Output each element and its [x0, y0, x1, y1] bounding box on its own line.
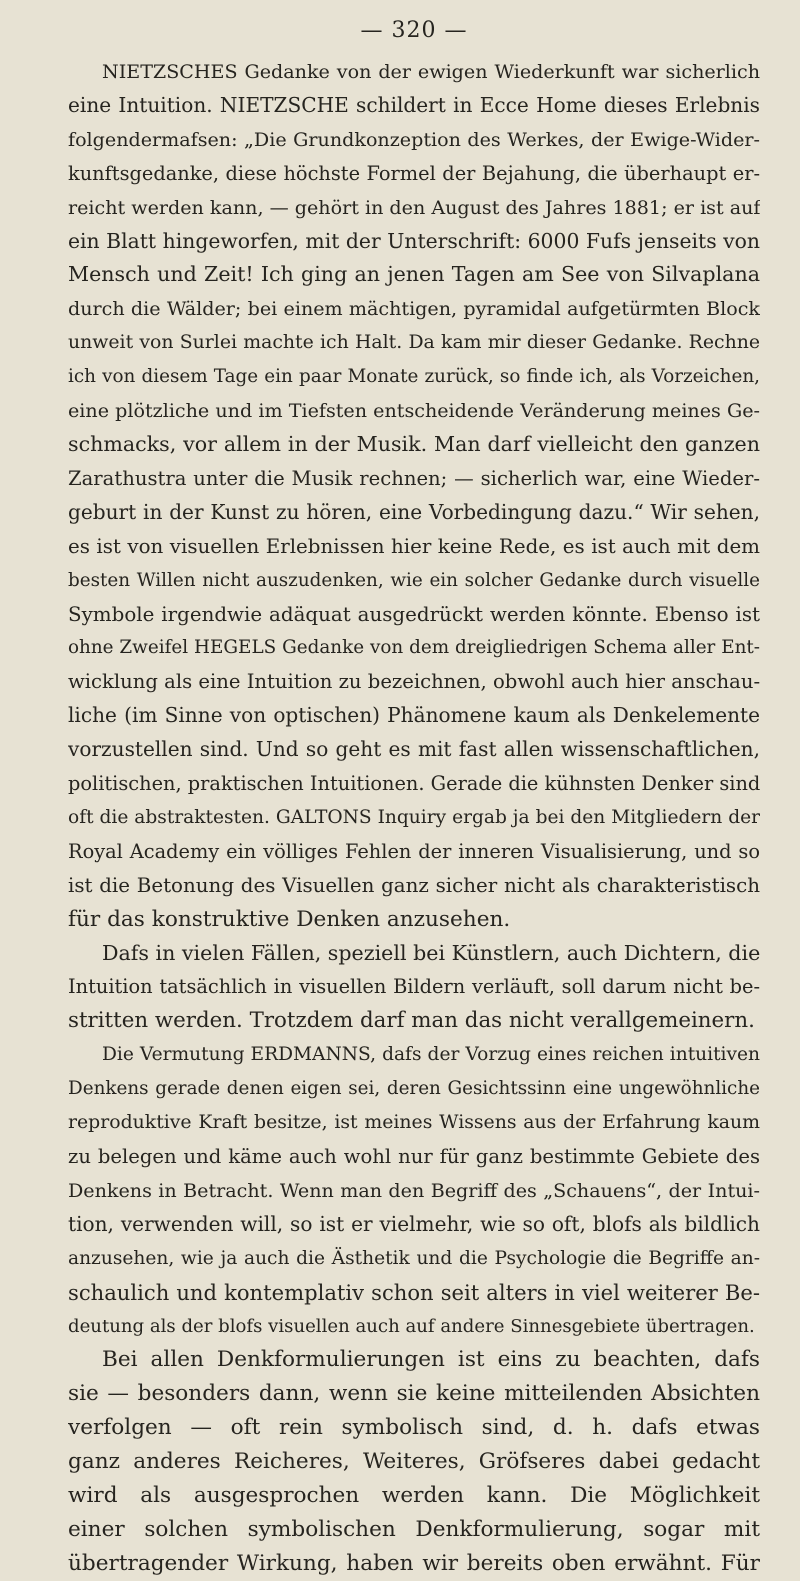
text-line: Mensch und Zeit! Ich ging an jenen Tagen am See von Silvaplana [68, 262, 760, 287]
text-line: geburt in der Kunst zu hören, eine Vorbedingung dazu.“ Wir sehen, [68, 499, 760, 524]
text-line: einer solchen symbolischen Denkformulierung, sogar mit [68, 1516, 760, 1542]
text-line: reicht werden kann, — gehört in den August des Jahres 1881; er ist auf [68, 195, 760, 219]
text-line: Denkens in Betracht. Wenn man den Begriff des „Schauens“, der Intui- [68, 1178, 760, 1202]
text-line: Zarathustra unter die Musik rechnen; — sicherlich war, eine Wieder- [68, 466, 760, 490]
text-line: Die Vermutung ERDMANNS, dafs der Vorzug eines reichen intuitiven [102, 1044, 760, 1066]
text-line: ganz anderes Reicheres, Weiteres, Gröfseres dabei gedacht [68, 1449, 760, 1475]
text-line: übertragender Wirkung, haben wir bereits oben erwähnt. Für [68, 1550, 760, 1576]
text-line: unweit von Surlei machte ich Halt. Da kam mir dieser Gedanke. Rechne [68, 332, 760, 354]
text-line: ohne Zweifel HEGELS Gedanke von dem dreigliedrigen Schema aller Ent- [68, 637, 760, 659]
text-line: Dafs in vielen Fällen, speziell bei Künstlern, auch Dichtern, die [102, 940, 760, 965]
text-line: oft die abstraktesten. GALTONS Inquiry ergab ja bei den Mitgliedern der [68, 806, 760, 828]
text-line: kunftsgedanke, diese höchste Formel der Bejahung, die überhaupt er- [68, 161, 760, 185]
text-line: politischen, praktischen Intuitionen. Gerade die kühnsten Denker sind [68, 772, 760, 796]
text-line: ist die Betonung des Visuellen ganz sicher nicht als charakteristisch [68, 873, 760, 897]
text-line: eine Intuition. NIETZSCHE schildert in Ecce Home dieses Erlebnis [68, 92, 760, 117]
text-line: zu belegen und käme auch wohl nur für ganz bestimmte Gebiete des [68, 1145, 760, 1168]
text-line: folgendermafsen: „Die Grundkonzeption des Werkes, der Ewige-Wider- [68, 127, 760, 151]
text-line: anzusehen, wie ja auch die Ästhetik und die Psychologie die Begriffe an- [68, 1247, 760, 1269]
text-line: ein Blatt hingeworfen, mit der Unterschrift: 6000 Fufs jenseits von [68, 228, 760, 253]
text-line: verfolgen — oft rein symbolisch sind, d. h. dafs etwas [68, 1415, 760, 1441]
text-line: wicklung als eine Intuition zu bezeichnen, obwohl auch hier anschau- [68, 670, 760, 694]
text-line: schaulich und kontemplativ schon seit alters in viel weiterer Be- [68, 1279, 760, 1305]
text-line: Intuition tatsächlich in visuellen Bildern verläuft, soll darum nicht be- [68, 975, 760, 999]
text-line: Denkens gerade denen eigen sei, deren Gesichtssinn eine ungewöhnliche [68, 1078, 760, 1100]
text-line: tion, verwenden will, so ist er vielmehr, wie so oft, blofs als bildlich [68, 1211, 760, 1236]
text-line: wird als ausgesprochen werden kann. Die Möglichkeit [68, 1483, 760, 1509]
text-line: besten Willen nicht auszudenken, wie ein solcher Gedanke durch visuelle [68, 569, 760, 591]
text-line: NIETZSCHES Gedanke von der ewigen Wiederkunft war sicherlich [102, 60, 760, 83]
text-line: stritten werden. Trotzdem darf man das nicht verallgemeinern. [68, 1008, 755, 1034]
text-line: deutung als der blofs visuellen auch auf andere Sinnesgebiete übertragen. [68, 1315, 755, 1337]
text-line: vorzustellen sind. Und so geht es mit fast allen wissenschaftlichen, [68, 737, 760, 762]
body-text [68, 55, 760, 1581]
text-line: Symbole irgendwie adäquat ausgedrückt werden könnte. Ebenso ist [68, 602, 760, 626]
text-line: ich von diesem Tage ein paar Monate zurück, so finde ich, als Vorzeichen, [68, 366, 760, 388]
text-line: sie — besonders dann, wenn sie keine mitteilenden Absichten [68, 1381, 760, 1407]
text-line: schmacks, vor allem in der Musik. Man darf vielleicht den ganzen [68, 431, 760, 456]
text-line: es ist von visuellen Erlebnissen hier keine Rede, es ist auch mit dem [68, 534, 760, 558]
text-line: eine plötzliche und im Tiefsten entscheidende Veränderung meines Ge- [68, 399, 760, 423]
text-line: reproduktive Kraft besitze, ist meines Wissens aus der Erfahrung kaum [68, 1112, 760, 1134]
text-line: Bei allen Denkformulierungen ist eins zu beachten, dafs [102, 1347, 760, 1373]
page-number: — 320 — [360, 18, 468, 43]
text-line: liche (im Sinne von optischen) Phänomene kaum als Denkelemente [68, 703, 760, 728]
text-line: Royal Academy ein völliges Fehlen der inneren Visualisierung, und so [68, 839, 760, 863]
text-line: für das konstruktive Denken anzusehen. [68, 906, 511, 932]
text-line: durch die Wälder; bei einem mächtigen, pyramidal aufgetürmten Block [68, 297, 760, 321]
